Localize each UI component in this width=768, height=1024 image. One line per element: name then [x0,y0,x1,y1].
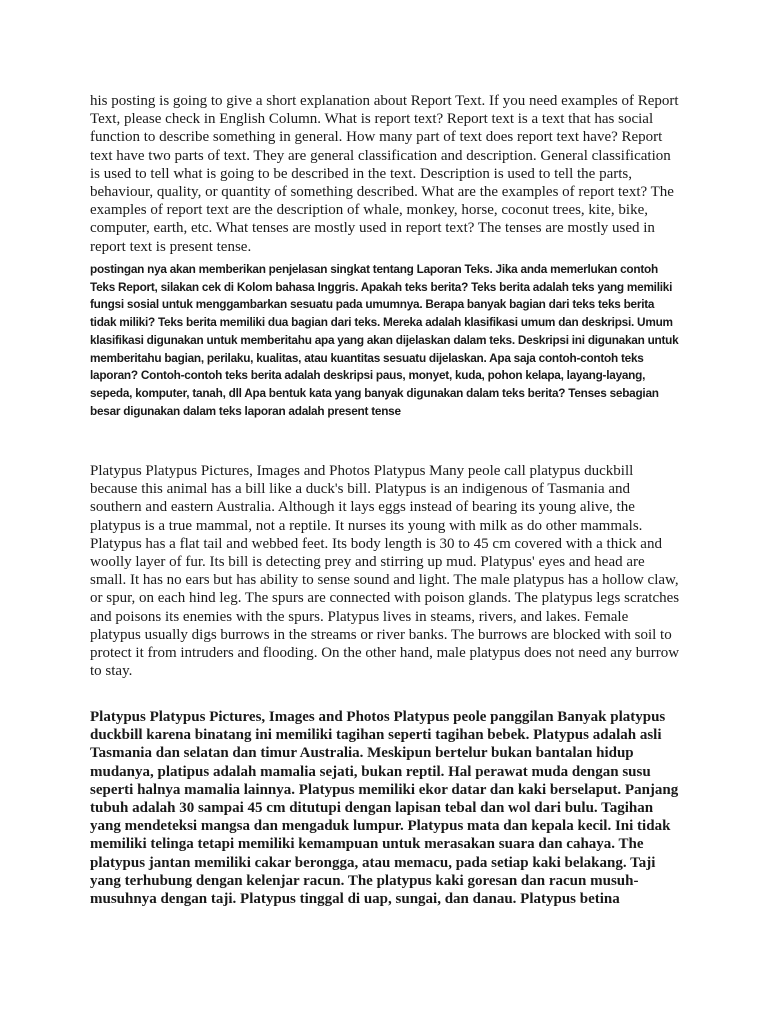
paragraph-indonesian-report-text: postingan nya akan memberikan penjelasan singkat tentang Laporan Teks. Jika anda memerlukan contoh Teks Report, silakan cek di Kolom bahasa Inggris. Apakah teks berita? Teks berita adalah teks yang memiliki fungsi sosial untuk menggambarkan sesuatu pada umumnya. Berapa banyak bagian dari teks teks berita tidak miliki? Teks berita memiliki dua bagian dari teks. Mereka adalah klasifikasi umum dan deskripsi. Umum klasifikasi digunakan untuk memberitahu apa yang akan dijelaskan dalam teks. Deskripsi ini digunakan untuk memberitahu bagian, perilaku, kualitas, atau kuantitas sesuatu dijelaskan. Apa saja contoh-contoh teks laporan? Contoh-contoh teks berita adalah deskripsi paus, monyet, kuda, pohon kelapa, layang-layang, sepeda, komputer, tanah, dll Apa bentuk kata yang banyak digunakan dalam teks berita? Tenses sebagian besar digunakan dalam teks laporan adalah present tense [90,262,679,418]
paragraph-english-platypus: Platypus Platypus Pictures, Images and Photos Platypus Many peole call platypus duckbill because this animal has a bill like a duck's bill. Platypus is an indigenous of Tasmania and southern and eastern Australia. Although it lays eggs instead of bearing its young alive, the platypus is a true mammal, not a reptile. It nurses its young with milk as do other mammals. Platypus has a flat tail and webbed feet. Its body length is 30 to 45 cm covered with a thick and woolly layer of fur. Its bill is detecting prey and stirring up mud. Platypus' eyes and head are small. It has no ears but has ability to sense sound and light. The male platypus has a hollow claw, or spur, on each hind leg. The spurs are connected with poison glands. The platypus legs scratches and poisons its enemies with the spurs. Platypus lives in steams, rivers, and lakes. Female platypus usually digs burrows in the streams or river banks. The burrows are blocked with soil to protect it from intruders and flooding. On the other hand, male platypus does not need any burrow to stay. [90,463,680,680]
paragraph-indonesian-platypus: Platypus Platypus Pictures, Images and Photos Platypus peole panggilan Banyak platypus duckbill karena binatang ini memiliki tagihan seperti tagihan bebek. Platypus adalah asli Tasmania dan selatan dan timur Australia. Meskipun bertelur bukan bantalan hidup mudanya, platipus adalah mamalia sejati, bukan reptil. Hal perawat muda dengan susu seperti halnya mamalia lainnya. Platypus memiliki ekor datar dan kaki berselaput. Panjang tubuh adalah 30 sampai 45 cm ditutupi dengan lapisan tebal dan wol dari bulu. Tagihan yang mendeteksi mangsa dan mengaduk lumpur. Platypus mata dan kepala kecil. Ini tidak memiliki telinga tetapi memiliki kemampuan untuk merasakan suara dan cahaya. The platypus jantan memiliki cakar berongga, atau memacu, pada setiap kaki belakang. Taji yang terhubung dengan kelenjar racun. The platypus kaki goresan dan racun musuh-musuhnya dengan taji. Platypus tinggal di uap, sungai, dan danau. Platypus betina [90,709,679,908]
paragraph-english-report-text: his posting is going to give a short explanation about Report Text. If you need examples of Report Text, please check in English Column. What is report text? Report text is a text that has social function to describe something in general. How many part of text does report text have? Report text have two parts of text. They are general classification and description. General classification is used to tell what is going to be described in the text. Description is used to tell the parts, behaviour, quality, or quantity of something described. What are the examples of report text? The examples of report text are the description of whale, monkey, horse, coconut trees, kite, bike, computer, earth, etc. What tenses are mostly used in report text? The tenses are mostly used in report text is present tense. [90,93,679,255]
